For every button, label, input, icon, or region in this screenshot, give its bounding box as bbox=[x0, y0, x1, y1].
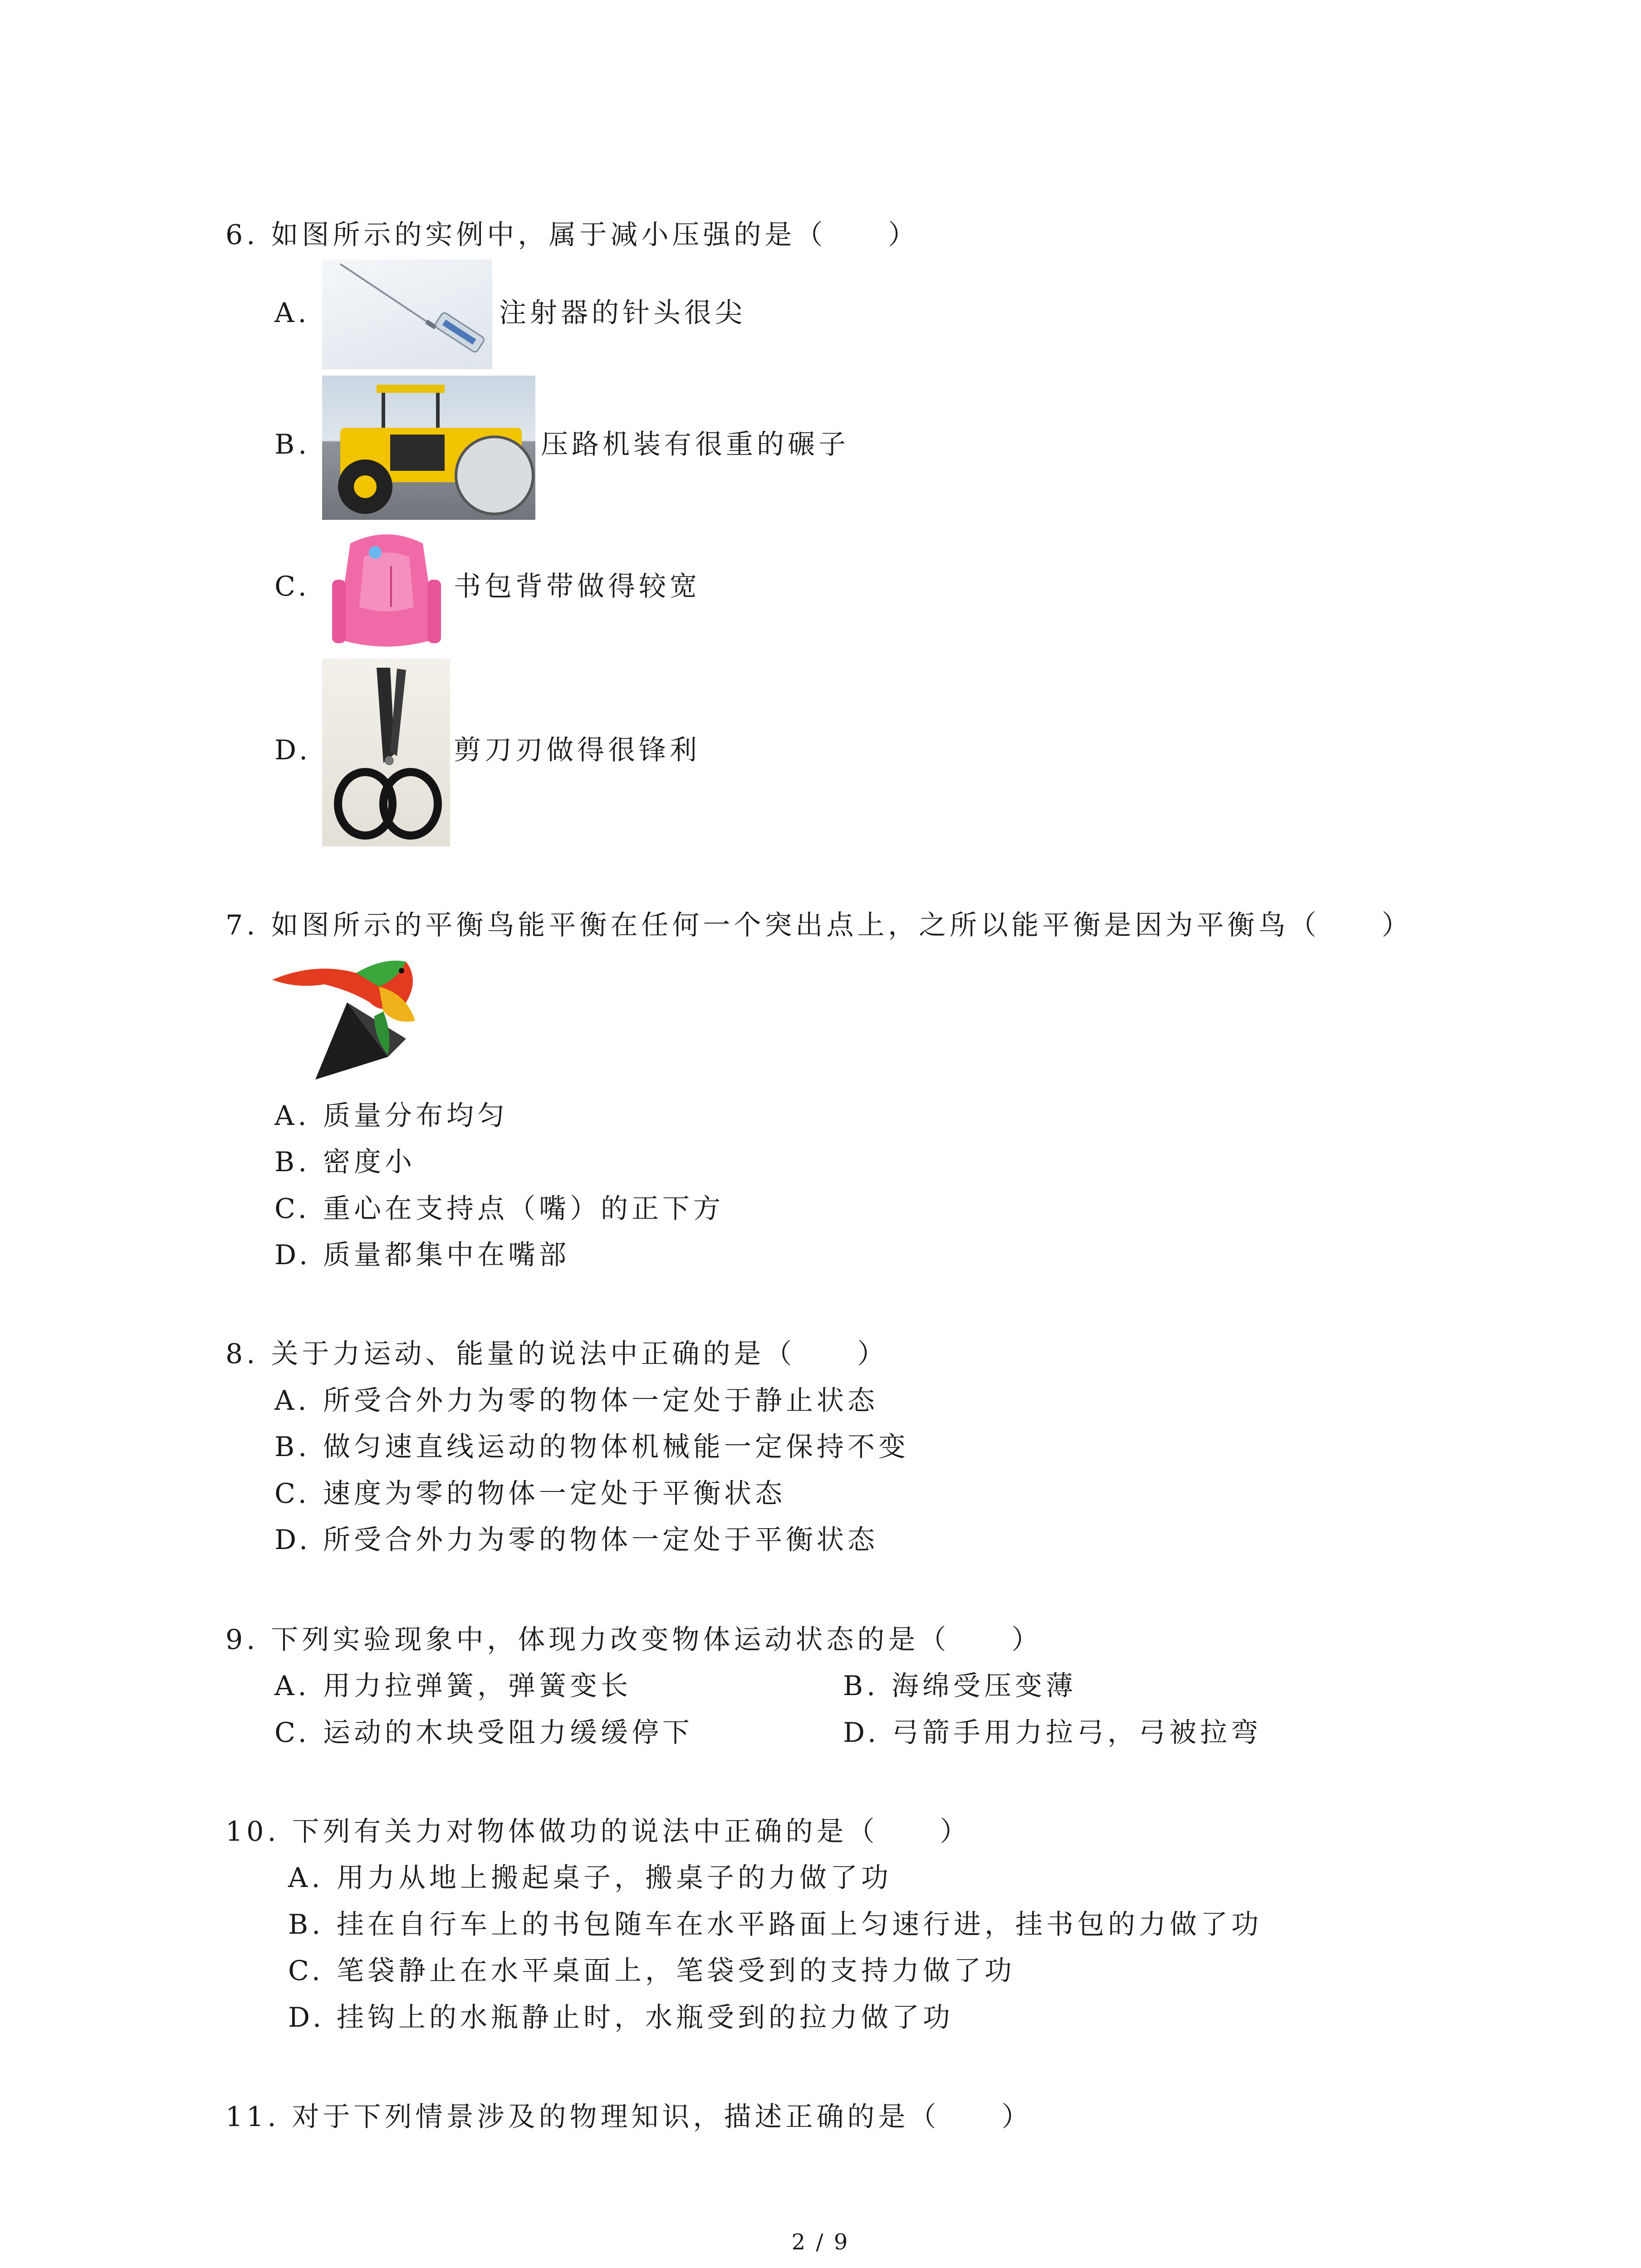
q9-option-b-text: 海绵受压变薄 bbox=[892, 1670, 1077, 1702]
q6-option-b-text: 压路机装有很重的碾子 bbox=[541, 429, 849, 460]
q8-option-a-text: 所受合外力为零的物体一定处于静止状态 bbox=[323, 1385, 878, 1417]
q10-option-b-text: 挂在自行车上的书包随车在水平路面上匀速行进，挂书包的力做了功 bbox=[337, 1909, 1262, 1941]
q6-option-c-letter: C. bbox=[274, 571, 310, 602]
syringe-image bbox=[322, 259, 492, 369]
q6-option-b-letter: B. bbox=[274, 429, 311, 460]
q6-option-a-text: 注射器的针头很尖 bbox=[499, 297, 746, 329]
q6-option-d-letter: D. bbox=[274, 734, 312, 766]
q7-option-c-text: 重心在支持点（嘴）的正下方 bbox=[323, 1193, 724, 1225]
q10-option-c-text: 笔袋静止在水平桌面上，笔袋受到的支持力做了功 bbox=[337, 1955, 1015, 1987]
q9-option-d-text: 弓箭手用力拉弓，弓被拉弯 bbox=[892, 1717, 1262, 1749]
q8-option-b-letter: B. bbox=[274, 1431, 311, 1463]
road-roller-image bbox=[322, 376, 535, 520]
q7-option-b-text: 密度小 bbox=[323, 1146, 416, 1178]
q11-stem: 11. 对于下列情景涉及的物理知识，描述正确的是（ ） bbox=[225, 2101, 1033, 2133]
q10-option-b-letter: B. bbox=[288, 1909, 324, 1941]
scissors-image bbox=[322, 659, 450, 846]
q8-option-b-text: 做匀速直线运动的物体机械能一定保持不变 bbox=[323, 1431, 909, 1463]
q10-option-d-text: 挂钩上的水瓶静止时，水瓶受到的拉力做了功 bbox=[337, 2002, 954, 2033]
q7-option-c-letter: C. bbox=[274, 1193, 310, 1225]
q7-option-a-letter: A. bbox=[274, 1100, 310, 1132]
q9-option-d-letter: D. bbox=[843, 1717, 880, 1749]
q9-option-a-letter: A. bbox=[274, 1670, 310, 1702]
q8-option-d-text: 所受合外力为零的物体一定处于平衡状态 bbox=[323, 1524, 878, 1556]
balance-bird-image bbox=[270, 953, 451, 1084]
q8-option-c-text: 速度为零的物体一定处于平衡状态 bbox=[323, 1478, 786, 1510]
q7-option-a-text: 质量分布均匀 bbox=[323, 1100, 508, 1132]
q6-option-a-letter: A. bbox=[274, 297, 310, 329]
q8-option-c-letter: C. bbox=[274, 1478, 310, 1510]
q9-option-b-letter: B. bbox=[843, 1670, 879, 1702]
q10-option-a-letter: A. bbox=[288, 1862, 324, 1894]
q7-option-d-text: 质量都集中在嘴部 bbox=[323, 1239, 570, 1271]
page-number: 2 / 9 bbox=[791, 2229, 850, 2255]
q8-option-a-letter: A. bbox=[274, 1385, 310, 1417]
q7-option-b-letter: B. bbox=[274, 1146, 311, 1178]
q6-option-d-text: 剪刀刃做得很锋利 bbox=[454, 734, 700, 766]
q9-stem: 9. 下列实验现象中，体现力改变物体运动状态的是（ ） bbox=[225, 1624, 1043, 1656]
q6-option-c-text: 书包背带做得较宽 bbox=[454, 571, 700, 602]
q7-stem: 7. 如图所示的平衡鸟能平衡在任何一个突出点上，之所以能平衡是因为平衡鸟（ ） bbox=[225, 909, 1413, 941]
q9-option-a-text: 用力拉弹簧，弹簧变长 bbox=[323, 1670, 632, 1702]
q8-stem: 8. 关于力运动、能量的说法中正确的是（ ） bbox=[225, 1338, 888, 1370]
q10-option-c-letter: C. bbox=[288, 1955, 324, 1987]
schoolbag-image bbox=[323, 525, 450, 655]
q10-stem: 10. 下列有关力对物体做功的说法中正确的是（ ） bbox=[225, 1816, 971, 1848]
q10-option-a-text: 用力从地上搬起桌子，搬桌子的力做了功 bbox=[337, 1862, 892, 1894]
q8-option-d-letter: D. bbox=[274, 1524, 312, 1556]
q6-stem: 6. 如图所示的实例中，属于减小压强的是（ ） bbox=[225, 219, 919, 251]
q9-option-c-letter: C. bbox=[274, 1717, 310, 1749]
q9-option-c-text: 运动的木块受阻力缓缓停下 bbox=[323, 1717, 693, 1749]
q10-option-d-letter: D. bbox=[288, 2002, 325, 2033]
q7-option-d-letter: D. bbox=[274, 1239, 312, 1271]
